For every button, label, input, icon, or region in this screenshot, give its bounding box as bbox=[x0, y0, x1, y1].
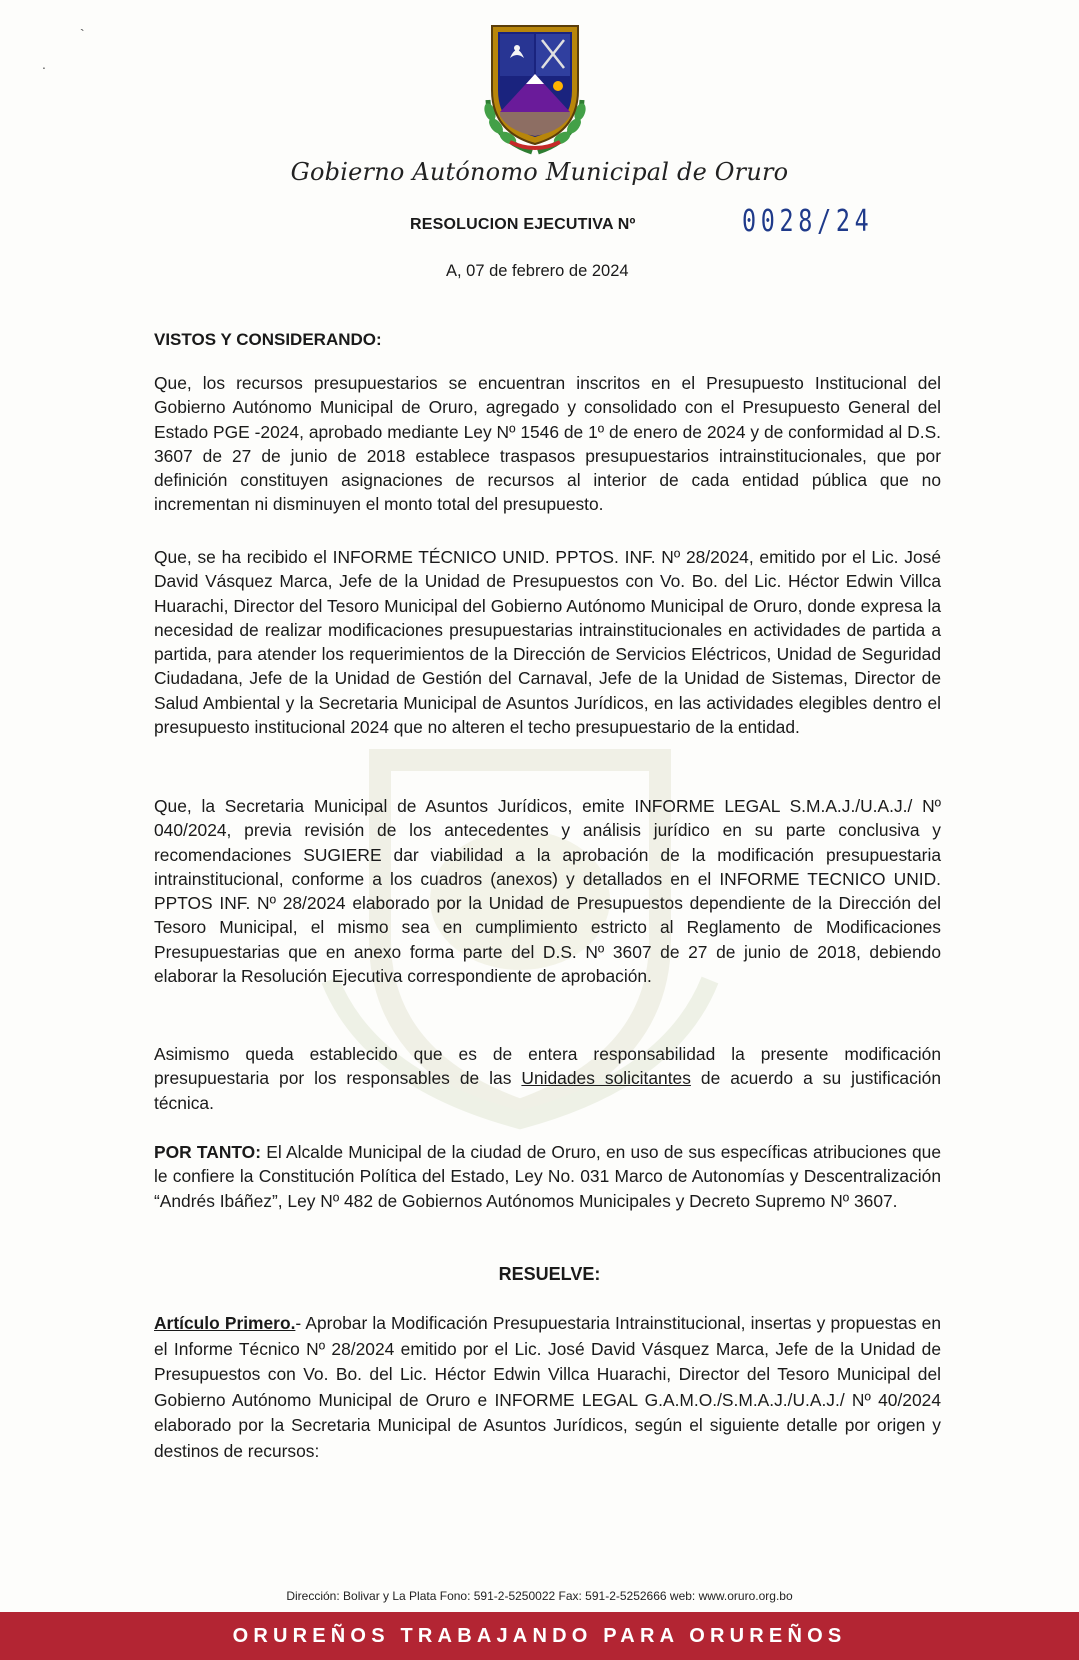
footer-slogan-bar bbox=[0, 1612, 1079, 1660]
por-tanto-label: POR TANTO: bbox=[154, 1142, 262, 1162]
resolution-label: RESOLUCION EJECUTIVA Nº bbox=[410, 216, 636, 233]
article-first-text: - Aprobar la Modificación Presupuestaria Intrainstitucional, insertas y propuestas en el Informe Técnico Nº 28/2024 emitido por el Lic. José David Vásquez Marca, Jefe de la Unidad de Presupuestos con Vo. Bo. del Lic. Héctor Edwin Villca Huarachi, Director del Tesoro Municipal del Gobierno Autónomo Municipal de Oruro e INFORME LEGAL G.A.M.O./S.M.A.J./U.A.J./ Nº 40/2024 elaborado por la Secretaria Municipal de Asuntos Jurídicos, según el siguiente detalle por origen y destinos de recursos: bbox=[154, 1313, 942, 1461]
footer-slogan: ORUREÑOS TRABAJANDO PARA ORUREÑOS bbox=[232, 1625, 847, 1647]
government-name: Gobierno Autónomo Municipal de Oruro bbox=[290, 158, 789, 186]
paragraph-por-tanto bbox=[154, 1140, 941, 1213]
vistos-heading: VISTOS Y CONSIDERANDO: bbox=[154, 330, 382, 349]
footer-address: Dirección: Bolivar y La Plata Fono: 591-2-5250022 Fax: 591-2-5252666 web: www.oruro.org.bo bbox=[286, 1589, 793, 1603]
paragraph-informe-tecnico: Que, se ha recibido el INFORME TÉCNICO UNID. PPTOS. INF. Nº 28/2024, emitido por el Lic. José David Vásquez Marca, Jefe de la Unidad de Presupuestos con Vo. Bo. del Lic. Héctor Edwin Villca Huarachi, Director del Tesoro Municipal del Gobierno Autónomo Municipal de Oruro, donde expresa la necesidad de realizar modificaciones presupuestarias intrainstitucionales en actividades de partida a partida, para atender los requerimientos de la Dirección de Servicios Eléctricos, Unidad de Seguridad Ciudadana, Jefe de la Unidad de Gestión del Carnaval, Jefe de la Unidad de Sistemas, Director de Salud Ambiental y la Secretaria Municipal de Asuntos Jurídicos, en las actividades elegibles dentro el presupuesto institucional 2024 que no alteren el techo presupuestario de la entidad. bbox=[154, 547, 941, 738]
paragraph-responsabilidad-start: Asimismo queda establecido que es de entera responsabilidad la presente modificación presupuestaria por los responsables de las bbox=[154, 1044, 941, 1089]
resolution-number-stamp: 0028/24 bbox=[742, 204, 874, 239]
resuelve-heading: RESUELVE: bbox=[498, 1264, 601, 1284]
article-first-label: Artículo Primero. bbox=[154, 1313, 296, 1333]
article-first bbox=[154, 1311, 941, 1464]
por-tanto-text: El Alcalde Municipal de la ciudad de Oruro, en uso de sus específicas atribuciones que le confiere la Constitución Política del Estado, Ley No. 031 Marco de Autonomías y Descentralización “Andrés Ibáñez”, Ley Nº 482 de Gobiernos Autónomos Municipales y Decreto Supremo Nº 3607. bbox=[154, 1142, 941, 1211]
resolution-date: A, 07 de febrero de 2024 bbox=[446, 262, 629, 280]
scan-mark: ` bbox=[80, 26, 85, 42]
unidades-solicitantes-underlined: Unidades solicitantes bbox=[521, 1068, 691, 1089]
paragraph-responsabilidad bbox=[154, 1042, 941, 1115]
paragraph-responsabilidad-end: de acuerdo a su justificación técnica. bbox=[154, 1068, 941, 1113]
paragraph-informe-legal: Que, la Secretaria Municipal de Asuntos Jurídicos, emite INFORME LEGAL S.M.A.J./U.A.J./ Nº 040/2024, previa revisión de los antecedentes y análisis jurídico en su parte conclusiva y recomendaciones SUGIERE dar viabilidad a la aprobación de la modificación presupuestaria intrainstitucional, conforme a los cuadros (anexos) y detallados en el INFORME TECNICO UNID. PPTOS INF. Nº 28/2024 elaborado por la Unidad de Presupuestos dependiente de la Dirección del Tesoro Municipal, el mismo sea en cumplimiento estricto al Reglamento de Modificaciones Presupuestarias que en anexo forma parte del D.S. Nº 3607 de 27 de junio de 2018, debiendo elaborar la Resolución Ejecutiva correspondiente de aprobación. bbox=[154, 796, 941, 987]
paragraph-recursos: Que, los recursos presupuestarios se encuentran inscritos en el Presupuesto Institucional del Gobierno Autónomo Municipal de Oruro, agregado y consolidado con el Presupuesto General del Estado PGE -2024, aprobado mediante Ley Nº 1546 de 1º de enero de 2024 y de conformidad al D.S. 3607 de 27 de junio de 2018 establece traspasos presupuestarios intrainstitucionales, que por definición constituyen asignaciones de recursos al interior de cada entidad pública que no incrementan ni disminuyen el monto total del presupuesto. bbox=[154, 373, 941, 515]
municipal-coat-of-arms-icon bbox=[470, 20, 600, 160]
scan-mark: . bbox=[42, 56, 46, 72]
